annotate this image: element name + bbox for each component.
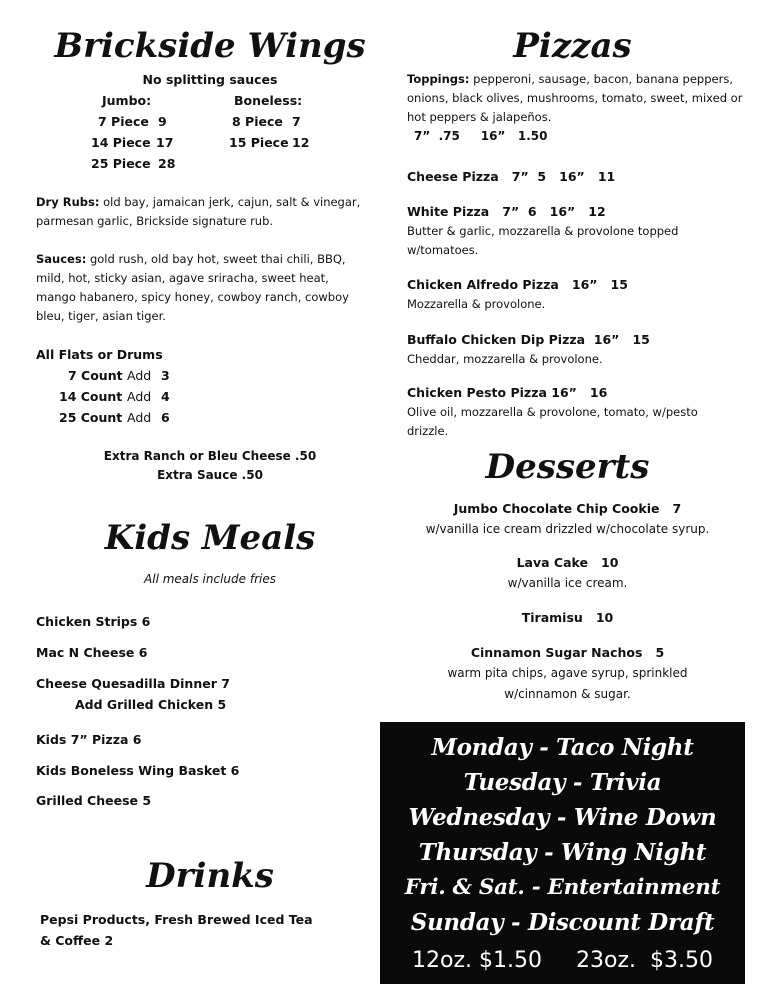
dessert-desc: w/vanilla ice cream drizzled w/chocolate syrup. (425, 522, 710, 536)
extra-ranch: Extra Ranch or Bleu Cheese .50 (103, 449, 317, 463)
toppings-prices: 7” .75 16” 1.50 (414, 129, 548, 143)
jumbo-item-label: 25 Piece (91, 156, 151, 171)
kids-item: Cheese Quesadilla Dinner 7 (36, 676, 230, 691)
special-line: Monday - Taco Night (431, 734, 694, 761)
boneless-item-label: 15 Piece (229, 135, 289, 150)
dessert-name: Cinnamon Sugar Nachos 5 (470, 645, 665, 660)
special-line: Sunday - Discount Draft (410, 909, 715, 936)
weekly-specials-box (380, 722, 745, 984)
jumbo-item-price: 9 (158, 114, 167, 129)
dry-rubs-list: old bay, jamaican jerk, cajun, salt & vinegar, parmesan garlic, Brickside signature rub. (36, 195, 361, 228)
toppings-list: pepperoni, sausage, bacon, banana peppers, onions, black olives, mushrooms, tomato, sweet, mixed or hot peppers & jalapeños. (407, 72, 743, 124)
pizza-item-desc: Cheddar, mozzarella & provolone. (407, 352, 603, 366)
dry-rubs-label: Dry Rubs: (36, 195, 100, 209)
pizza-item-name: Cheese Pizza 7” 5 16” 11 (407, 169, 616, 184)
sauces-list: gold rush, old bay hot, sweet thai chili, BBQ, mild, hot, sticky asian, agave sriracha, sweet heat, mango habanero, spicy honey, cowboy ranch, cowboy bleu, tiger, asian tiger. (36, 252, 349, 323)
desserts-title: Desserts (485, 447, 650, 487)
sauces (36, 250, 366, 326)
flats-count: 14 Count (59, 389, 123, 404)
flats-price: 4 (161, 389, 170, 404)
extra-sauce: Extra Sauce .50 (157, 468, 263, 482)
draft-price-23oz: 23oz. $3.50 (576, 948, 713, 973)
pizza-toppings (407, 70, 745, 127)
dessert-desc: warm pita chips, agave syrup, sprinkled (447, 666, 688, 680)
jumbo-item-price: 28 (158, 156, 176, 171)
draft-prices (380, 942, 745, 980)
dessert-desc: w/cinnamon & sugar. (504, 687, 631, 701)
special-line: Tuesday - Trivia (463, 769, 662, 796)
sauces-label: Sauces: (36, 252, 87, 266)
draft-price-12oz: 12oz. $1.50 (412, 948, 542, 973)
dry-rubs (36, 193, 366, 231)
dessert-name: Lava Cake 10 (516, 555, 619, 570)
boneless-item-label: 8 Piece (232, 114, 283, 129)
dessert-name: Jumbo Chocolate Chip Cookie 7 (453, 501, 682, 516)
jumbo-item-price: 17 (156, 135, 174, 150)
pizzas-title: Pizzas (513, 26, 632, 66)
pizza-item-desc: Mozzarella & provolone. (407, 297, 546, 311)
wings-title: Brickside Wings (54, 26, 366, 66)
drinks-line: & Coffee 2 (40, 933, 114, 948)
kids-item: Add Grilled Chicken 5 (75, 697, 227, 712)
dessert-name: Tiramisu 10 (521, 610, 614, 625)
jumbo-label: Jumbo: (102, 93, 152, 108)
kids-title: Kids Meals (104, 518, 316, 558)
wings-note: No splitting sauces (142, 72, 278, 87)
flats-label: All Flats or Drums (36, 347, 163, 362)
boneless-item-price: 12 (292, 135, 310, 150)
boneless-item-price: 7 (292, 114, 301, 129)
pizza-item-desc: Butter & garlic, mozzarella & provolone topped w/tomatoes. (407, 224, 679, 257)
kids-note: All meals include fries (144, 572, 276, 586)
flats-add: Add (127, 368, 152, 383)
kids-item: Kids 7” Pizza 6 (36, 732, 142, 747)
flats-count: 25 Count (59, 410, 123, 425)
pizza-item-name: Chicken Alfredo Pizza 16” 15 (407, 277, 628, 292)
pizza-item-desc: Olive oil, mozzarella & provolone, tomato, w/pesto drizzle. (407, 405, 698, 438)
boneless-label: Boneless: (234, 93, 303, 108)
toppings-label: Toppings: (407, 72, 470, 86)
flats-count: 7 Count (68, 368, 123, 383)
flats-price: 6 (161, 410, 170, 425)
drinks-title: Drinks (146, 856, 274, 896)
pizza-item-name: Chicken Pesto Pizza 16” 16 (407, 385, 608, 400)
jumbo-item-label: 14 Piece (91, 135, 151, 150)
flats-price: 3 (161, 368, 170, 383)
flats-add: Add (127, 389, 152, 404)
pizza-item-name: Buffalo Chicken Dip Pizza 16” 15 (407, 332, 650, 347)
special-line: Wednesday - Wine Down (408, 804, 717, 831)
special-line: Thursday - Wing Night (418, 839, 707, 866)
kids-item: Chicken Strips 6 (36, 614, 151, 629)
wings-jumbo-list (90, 91, 152, 110)
flats-add: Add (127, 410, 152, 425)
dessert-desc: w/vanilla ice cream. (507, 576, 628, 590)
jumbo-item-label: 7 Piece (98, 114, 149, 129)
kids-item: Mac N Cheese 6 (36, 645, 148, 660)
pizza-item-name: White Pizza 7” 6 16” 12 (407, 204, 606, 219)
drinks-line: Pepsi Products, Fresh Brewed Iced Tea (40, 912, 313, 927)
kids-item: Grilled Cheese 5 (36, 793, 152, 808)
kids-item: Kids Boneless Wing Basket 6 (36, 763, 240, 778)
special-line: Fri. & Sat. - Entertainment (404, 875, 721, 900)
